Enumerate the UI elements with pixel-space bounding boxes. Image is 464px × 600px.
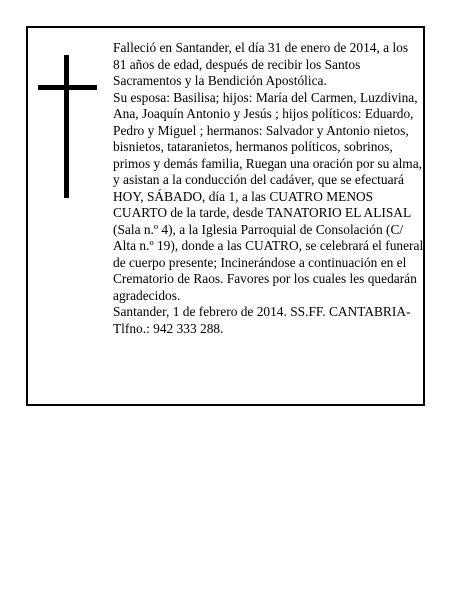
obituary-notice xyxy=(26,26,425,406)
obituary-paragraph-footer: Santander, 1 de febrero de 2014. SS.FF. CANTABRIA-Tlfno.: 942 333 288. xyxy=(113,304,411,336)
obituary-paragraph-family: Su esposa: Basilisa; hijos: María del Carmen, Luzdivina, Ana, Joaquín Antonio y Jesús ; hijos políticos: Eduardo, Pedro y Miguel ; hermanos: Salvador y Antonio nietos, bisnietos, tataranietos, hermanos políticos, sobrinos, primos y demás familia, Ruegan una oración por su alma, y asistan a la conducción del cadáver, que se efectuará HOY, SÁBADO, día 1, a las CUATRO MENOS CUARTO de la tarde, desde TANATORIO EL ALISAL (Sala n.º 4), a la Iglesia Parroquial de Consolación (C/ Alta n.º 19), donde a las CUATRO, se celebrará el funeral de cuerpo presente; Incinerándose a continuación en el Crematorio de Raos. Favores por los cuales les quedarán agradecidos. xyxy=(113,89,424,303)
cross-vertical-bar xyxy=(64,55,69,198)
latin-cross-icon xyxy=(38,55,98,198)
cross-horizontal-bar xyxy=(38,85,97,90)
obituary-text xyxy=(113,40,424,337)
obituary-paragraph-death: Falleció en Santander, el día 31 de enero de 2014, a los 81 años de edad, después de recibir los Santos Sacramentos y la Bendición Apostólica. xyxy=(113,40,409,88)
